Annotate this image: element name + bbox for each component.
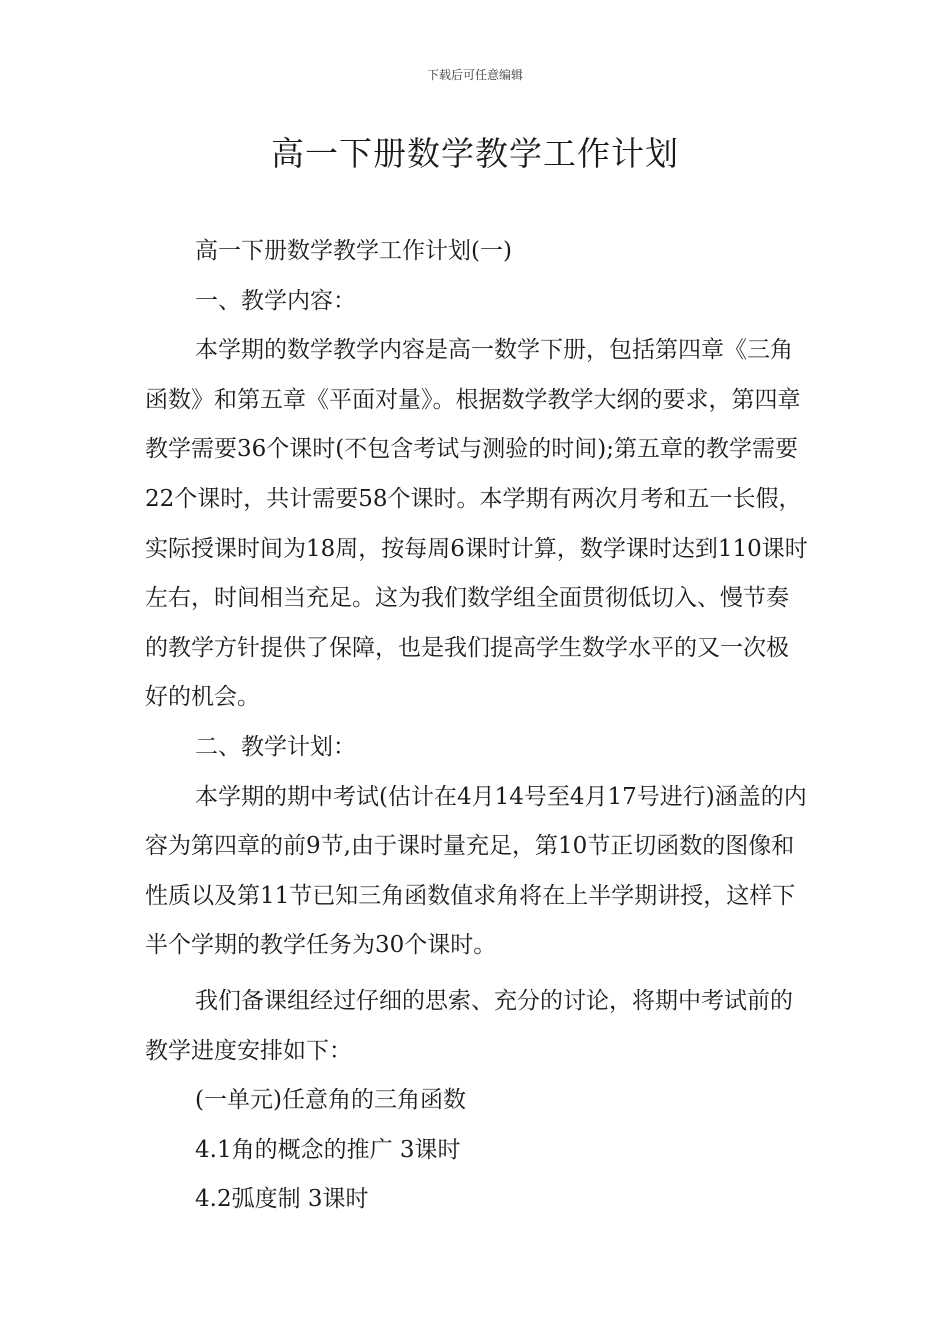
header-note: 下载后可任意编辑 — [426, 68, 523, 82]
unit-heading: (一单元)任意角的三角函数 — [195, 1087, 466, 1114]
paragraph-schedule-intro: 我们备课组经过仔细的思索、充分的讨论，将期中考试前的教学进度安排如下： — [145, 987, 793, 1064]
document-title: 高一下册数学教学工作计划 — [271, 134, 679, 173]
paragraph-plan: 本学期的期中考试(估计在4月14号至4月17号进行)涵盖的内容为第四章的前9节,由于课时量充足，第10节正切函数的图像和性质以及第11节已知三角函数值求角将在上半学期讲授，这样下半个学期的教学任务为30个课时。 — [145, 783, 807, 959]
section-heading-teaching-content: 一、教学内容： — [195, 287, 356, 314]
subtitle-paragraph: 高一下册数学教学工作计划(一) — [195, 238, 512, 264]
paragraph-content: 本学期的数学教学内容是高一数学下册，包括第四章《三角函数》和第五章《平面对量》。根据数学教学大纲的要求，第四章教学需要36个课时(不包含考试与测验的时间);第五章的教学需要22个课时，共计需要58个课时。本学期有两次月考和五一长假，实际授课时间为18周，按每周6课时计算，数学课时达到110课时左右，时间相当充足。这为我们数学组全面贯彻低切入、慢节奏的教学方针提供了保障，也是我们提高学生数学水平的又一次极好的机会。 — [145, 337, 808, 711]
section-heading-teaching-plan: 二、教学计划： — [195, 733, 356, 760]
document-body — [145, 227, 810, 1225]
lesson-item-4-1: 4.1角的概念的推广 3课时 — [195, 1136, 461, 1163]
lesson-item-4-2: 4.2弧度制 3课时 — [195, 1186, 369, 1213]
